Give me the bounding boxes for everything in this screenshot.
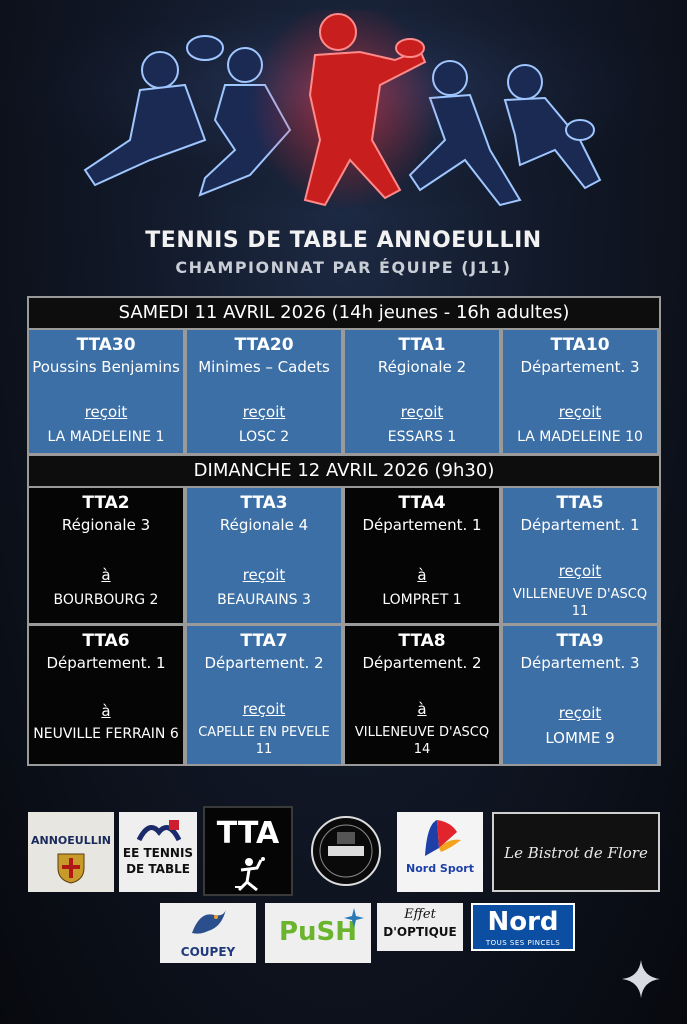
match-type: reçoit — [558, 704, 602, 722]
schedule-board — [27, 296, 661, 766]
badge-icon — [303, 814, 389, 888]
division-label: Département. 3 — [520, 358, 640, 376]
opponent-name: NEUVILLE FERRAIN 6 — [33, 726, 179, 742]
match-card — [503, 488, 657, 623]
annoeullin-logo — [28, 812, 114, 892]
push-logo — [265, 903, 371, 963]
opponent-number: 11 — [255, 742, 273, 757]
division-label: Minimes – Cadets — [198, 358, 330, 376]
nord-sport-text: Nord Sport — [406, 862, 474, 875]
opponent-name: LA MADELEINE 10 — [517, 429, 643, 445]
match-type: reçoit — [242, 403, 286, 421]
tta-logo-text: TTA — [216, 816, 280, 851]
match-type: reçoit — [558, 562, 602, 580]
division-label: Poussins Benjamins — [32, 358, 180, 376]
division-label: Département. 3 — [520, 654, 640, 672]
nord-sport-logo — [397, 812, 483, 892]
opponent-name: LOSC 2 — [238, 429, 290, 445]
match-card — [345, 626, 499, 764]
match-type: reçoit — [84, 403, 128, 421]
match-type: reçoit — [400, 403, 444, 421]
tta-logo — [203, 806, 293, 896]
opponent-number: 14 — [413, 742, 431, 757]
ee-logo-text-1: EE TENNIS — [122, 846, 194, 860]
team-name: TTA2 — [82, 493, 130, 513]
push-logo-text: PuSH — [278, 917, 358, 947]
match-card — [187, 330, 341, 453]
sunday-header: DIMANCHE 12 AVRIL 2026 (9h30) — [29, 456, 659, 486]
nord-tagline-text: TOUS SES PINCELS — [485, 939, 561, 947]
team-name: TTA6 — [82, 631, 130, 651]
division-label: Département. 1 — [362, 516, 482, 534]
division-label: Régionale 2 — [377, 358, 467, 376]
opponent-name: VILLENEUVE D'ASCQ — [354, 725, 490, 740]
division-label: Département. 1 — [46, 654, 166, 672]
bistrot-logo-text: Le Bistrot de Flore — [504, 844, 648, 862]
division-label: Département. 1 — [520, 516, 640, 534]
team-name: TTA3 — [240, 493, 288, 513]
club-title: TENNIS DE TABLE ANNOEULLIN — [145, 228, 542, 253]
opponent-name: LA MADELEINE 1 — [47, 429, 165, 445]
team-name: TTA5 — [556, 493, 604, 513]
opponent-number: 11 — [571, 604, 589, 619]
opponent-name: CAPELLE EN PEVELE — [198, 725, 330, 740]
flag-swoosh-icon — [417, 818, 463, 858]
opponent-name: BOURBOURG 2 — [53, 592, 159, 608]
ee-emblem-icon — [135, 818, 183, 842]
team-name: TTA20 — [234, 335, 294, 355]
division-label: Département. 2 — [362, 654, 482, 672]
players-illustration — [0, 0, 687, 225]
match-card — [29, 488, 183, 623]
match-card — [345, 330, 499, 453]
team-name: TTA8 — [398, 631, 446, 651]
match-card — [345, 488, 499, 623]
team-name: TTA10 — [550, 335, 610, 355]
match-card — [503, 626, 657, 764]
ping-pong-player-icon — [231, 856, 269, 892]
match-card — [503, 330, 657, 453]
optique-logo-text-1: Effet — [404, 907, 436, 922]
division-label: Département. 2 — [204, 654, 324, 672]
annoeullin-logo-text: ANNOEULLIN — [30, 834, 112, 847]
nord-logo — [471, 903, 575, 951]
division-label: Régionale 4 — [219, 516, 309, 534]
division-label: Régionale 3 — [61, 516, 151, 534]
optique-logo-text-2: D'OPTIQUE — [383, 925, 457, 939]
team-name: TTA4 — [398, 493, 446, 513]
match-type: à — [417, 566, 427, 584]
match-card — [29, 330, 183, 453]
match-type: reçoit — [242, 566, 286, 584]
opponent-name: LOMPRET 1 — [382, 592, 462, 608]
saturday-header: SAMEDI 11 AVRIL 2026 (14h jeunes - 16h adultes) — [29, 298, 659, 328]
ee-tennis-logo — [119, 812, 197, 892]
match-card — [187, 626, 341, 764]
multi-brand-logo — [303, 814, 389, 888]
team-name: TTA7 — [240, 631, 288, 651]
match-type: à — [417, 700, 427, 718]
coupey-logo — [160, 903, 256, 963]
championship-subtitle: CHAMPIONNAT PAR ÉQUIPE (J11) — [175, 258, 512, 277]
match-type: reçoit — [558, 403, 602, 421]
bird-icon — [188, 907, 228, 941]
bistrot-logo — [492, 812, 660, 892]
opponent-name: VILLENEUVE D'ASCQ — [512, 587, 648, 602]
match-type: à — [101, 702, 111, 720]
team-name: TTA1 — [398, 335, 446, 355]
match-card — [187, 488, 341, 623]
match-type: à — [101, 566, 111, 584]
coupey-logo-text: COUPEY — [180, 945, 236, 959]
opponent-name: ESSARS 1 — [387, 429, 457, 445]
match-type: reçoit — [242, 700, 286, 718]
ee-logo-text-2: DE TABLE — [126, 862, 190, 876]
team-name: TTA30 — [76, 335, 136, 355]
match-card — [29, 626, 183, 764]
opponent-name: LOMME 9 — [545, 729, 615, 747]
opponent-name: BEAURAINS 3 — [217, 592, 311, 608]
team-name: TTA9 — [556, 631, 604, 651]
shield-icon — [56, 852, 86, 884]
burst-icon — [343, 907, 365, 929]
sparkle-icon — [620, 958, 662, 1000]
nord-logo-text: Nord — [487, 907, 559, 937]
effet-optique-logo — [377, 903, 463, 951]
